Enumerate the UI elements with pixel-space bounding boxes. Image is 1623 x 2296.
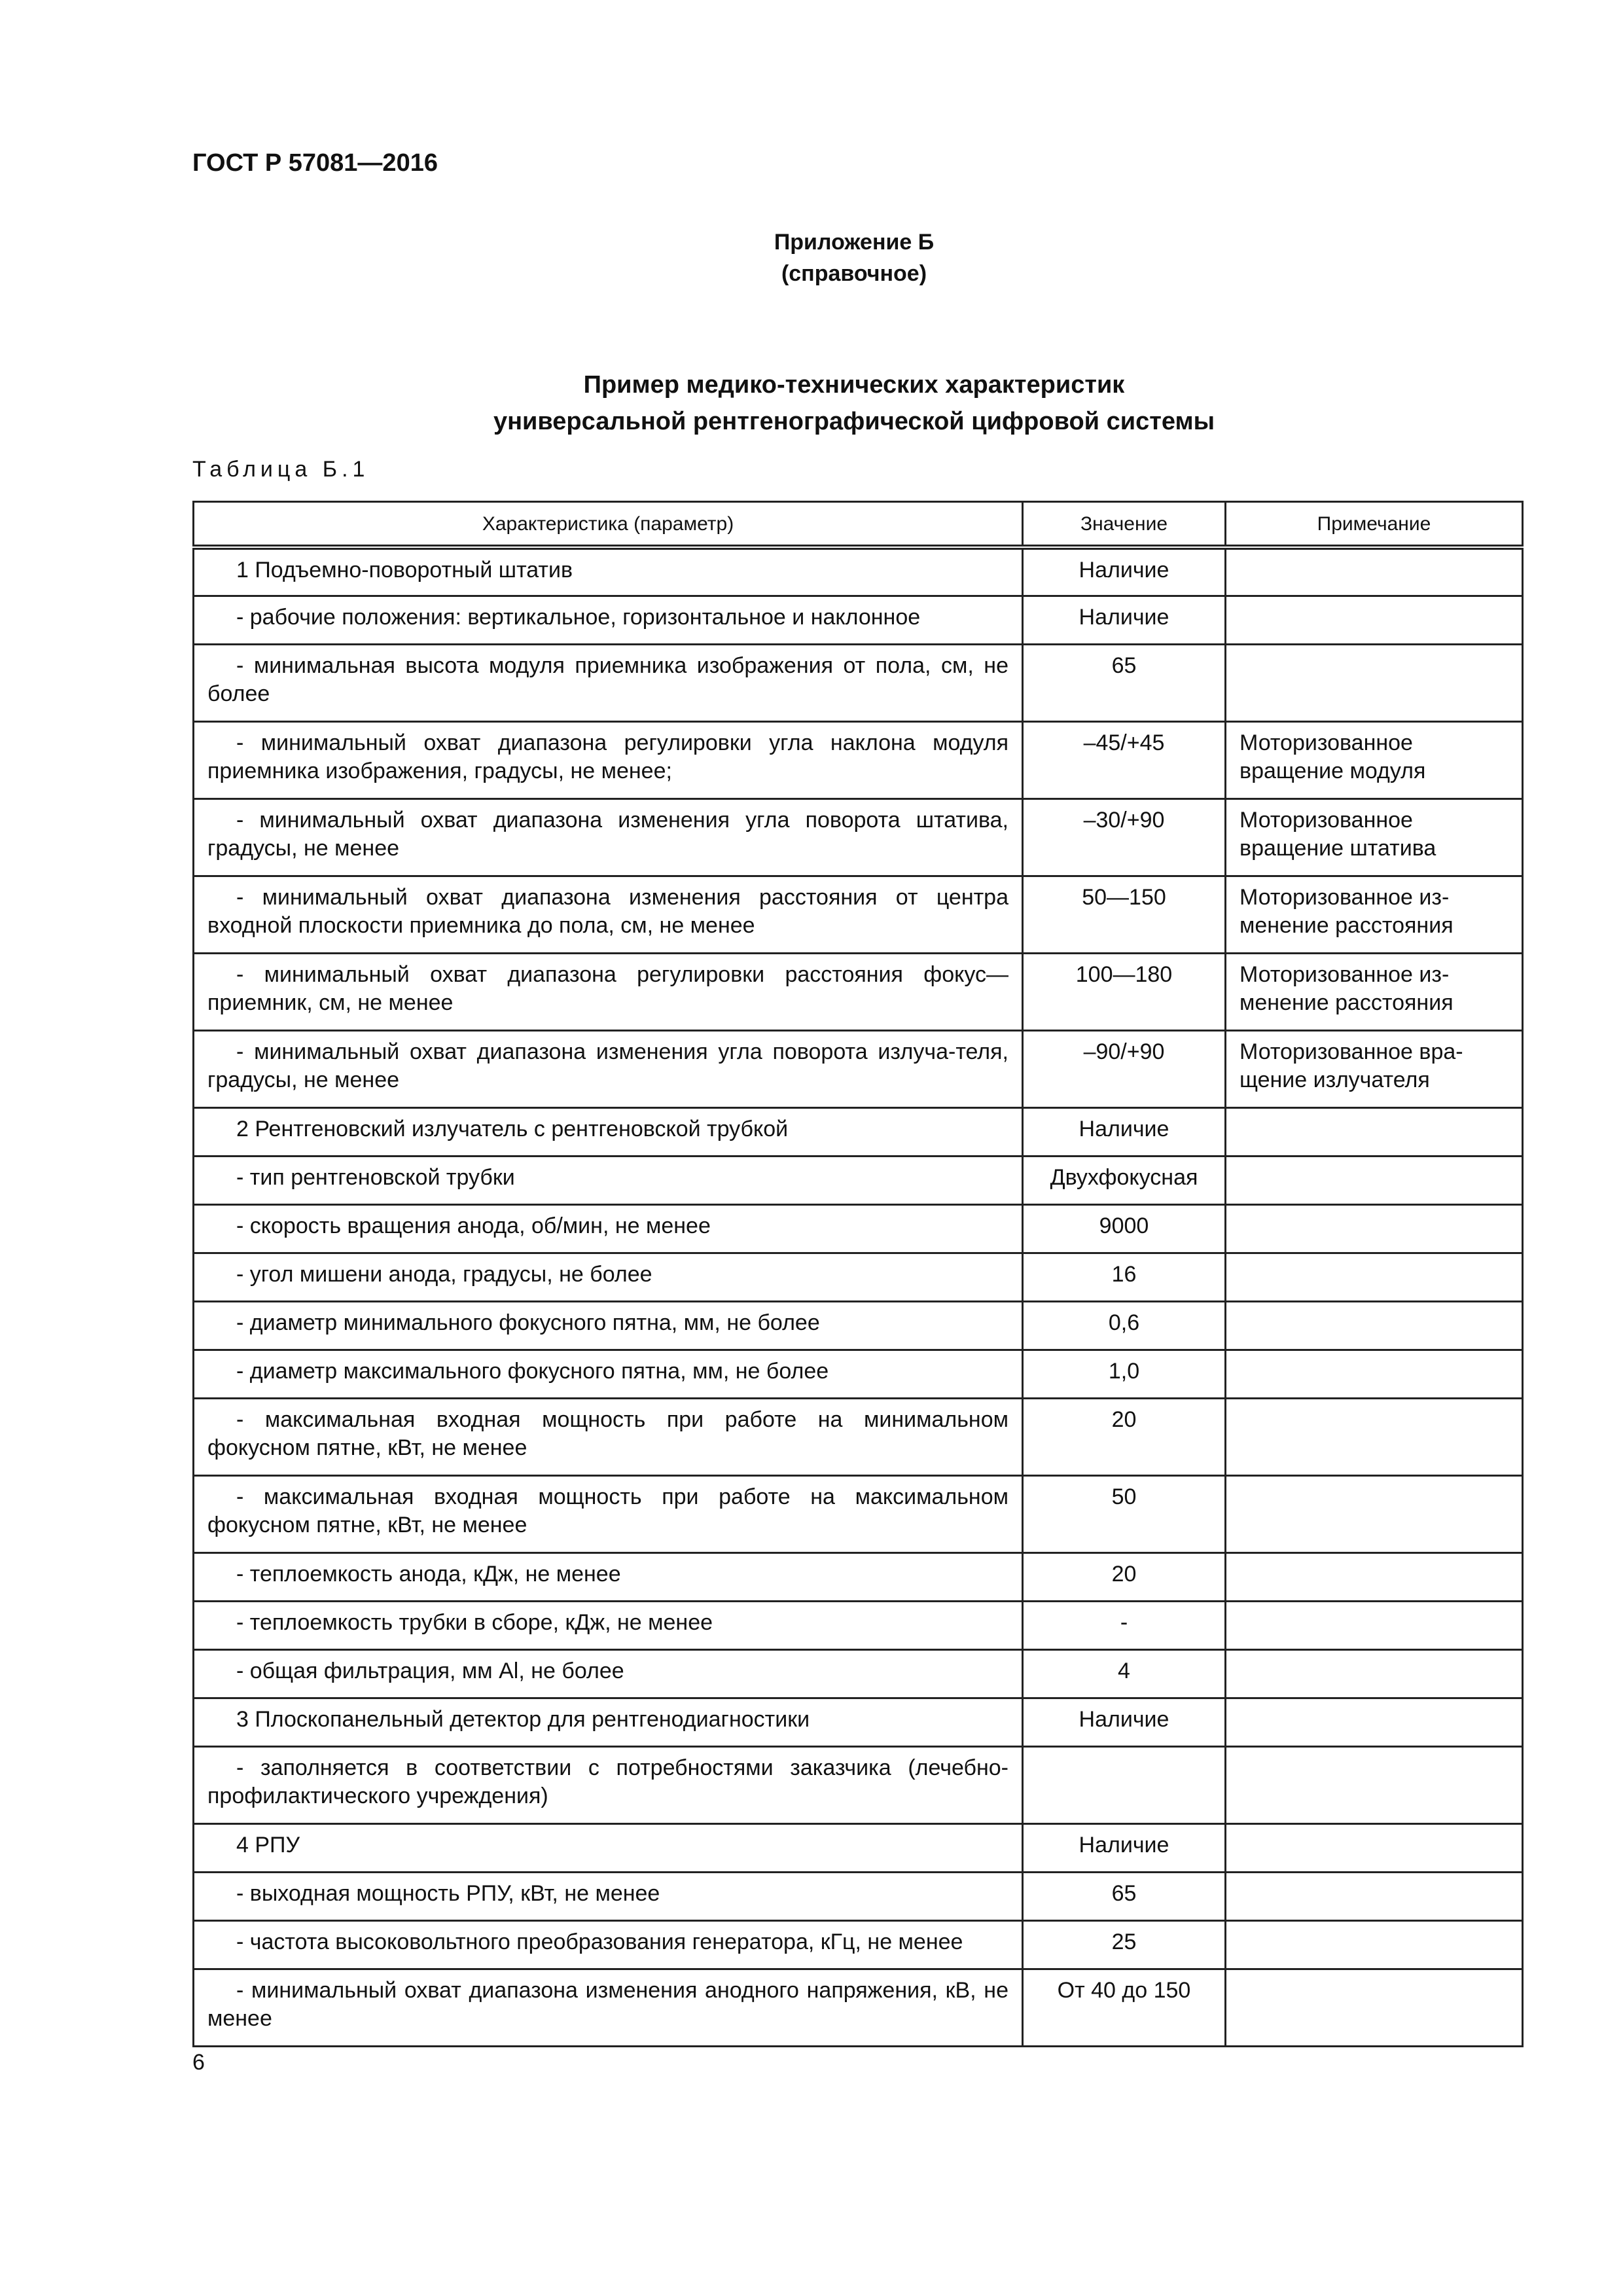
table-row xyxy=(194,1746,1523,1823)
value-cell: –30/+90 xyxy=(1023,798,1226,876)
table-row xyxy=(194,1823,1523,1872)
note-cell: Моторизованное из-менение расстояния xyxy=(1226,953,1523,1030)
value-cell: 4 xyxy=(1023,1649,1226,1698)
note-cell xyxy=(1226,596,1523,644)
table-row xyxy=(194,1030,1523,1107)
note-cell xyxy=(1226,1107,1523,1156)
param-cell: - диаметр минимального фокусного пятна, мм, не более xyxy=(194,1301,1023,1350)
table-row xyxy=(194,1350,1523,1398)
note-cell xyxy=(1226,1156,1523,1204)
column-header-note: Примечание xyxy=(1226,502,1523,548)
table-row xyxy=(194,1204,1523,1253)
document-title xyxy=(0,367,1623,440)
note-cell: Моторизованное вра-щение излучателя xyxy=(1226,1030,1523,1107)
table-header-row xyxy=(194,502,1523,548)
param-cell: - заполняется в соответствии с потребностями заказчика (лечебно-профилактического учреждения) xyxy=(194,1746,1023,1823)
table-row xyxy=(194,1156,1523,1204)
value-cell: –90/+90 xyxy=(1023,1030,1226,1107)
note-cell xyxy=(1226,547,1523,596)
param-cell: - минимальный охват диапазона изменения угла поворота штатива, градусы, не менее xyxy=(194,798,1023,876)
note-cell xyxy=(1226,1301,1523,1350)
param-cell: 4 РПУ xyxy=(194,1823,1023,1872)
param-cell: 3 Плоскопанельный детектор для рентгенодиагностики xyxy=(194,1698,1023,1746)
appendix-name: Приложение Б xyxy=(774,230,935,255)
specification-table xyxy=(192,501,1524,2047)
note-cell xyxy=(1226,1746,1523,1823)
value-cell: 100—180 xyxy=(1023,953,1226,1030)
table-row xyxy=(194,1920,1523,1969)
table-row xyxy=(194,1301,1523,1350)
table-row xyxy=(194,1649,1523,1698)
param-cell: - тип рентгеновской трубки xyxy=(194,1156,1023,1204)
value-cell: Наличие xyxy=(1023,1107,1226,1156)
value-cell: 65 xyxy=(1023,644,1226,721)
value-cell: Наличие xyxy=(1023,1823,1226,1872)
note-cell xyxy=(1226,1649,1523,1698)
note-cell xyxy=(1226,1398,1523,1475)
note-cell xyxy=(1226,1253,1523,1301)
note-cell xyxy=(1226,1969,1523,2046)
column-header-parameter: Характеристика (параметр) xyxy=(194,502,1023,548)
value-cell: Двухфокусная xyxy=(1023,1156,1226,1204)
table-body xyxy=(194,547,1523,2046)
value-cell: 0,6 xyxy=(1023,1301,1226,1350)
table-row xyxy=(194,1253,1523,1301)
note-cell xyxy=(1226,1823,1523,1872)
note-cell xyxy=(1226,1601,1523,1649)
value-cell: Наличие xyxy=(1023,596,1226,644)
value-cell: 16 xyxy=(1023,1253,1226,1301)
note-cell xyxy=(1226,1204,1523,1253)
value-cell: 50 xyxy=(1023,1475,1226,1552)
param-cell: - минимальная высота модуля приемника изображения от пола, см, не более xyxy=(194,644,1023,721)
param-cell: - скорость вращения анода, об/мин, не менее xyxy=(194,1204,1023,1253)
value-cell: Наличие xyxy=(1023,1698,1226,1746)
value-cell: От 40 до 150 xyxy=(1023,1969,1226,2046)
value-cell: –45/+45 xyxy=(1023,721,1226,798)
table-row xyxy=(194,953,1523,1030)
table-row xyxy=(194,798,1523,876)
param-cell: - максимальная входная мощность при работе на максимальном фокусном пятне, кВт, не менее xyxy=(194,1475,1023,1552)
value-cell: 20 xyxy=(1023,1398,1226,1475)
table-row xyxy=(194,876,1523,953)
param-cell: - выходная мощность РПУ, кВт, не менее xyxy=(194,1872,1023,1920)
column-header-value: Значение xyxy=(1023,502,1226,548)
table-row xyxy=(194,596,1523,644)
value-cell: 25 xyxy=(1023,1920,1226,1969)
param-cell: - минимальный охват диапазона регулировки угла наклона модуля приемника изображения, градусы, не менее; xyxy=(194,721,1023,798)
param-cell: - минимальный охват диапазона изменения угла поворота излуча-теля, градусы, не менее xyxy=(194,1030,1023,1107)
table-row xyxy=(194,547,1523,596)
table-row xyxy=(194,1398,1523,1475)
value-cell: 65 xyxy=(1023,1872,1226,1920)
param-cell: - рабочие положения: вертикальное, горизонтальное и наклонное xyxy=(194,596,1023,644)
param-cell: - минимальный охват диапазона регулировки расстояния фокус—приемник, см, не менее xyxy=(194,953,1023,1030)
param-cell: - угол мишени анода, градусы, не более xyxy=(194,1253,1023,1301)
note-cell xyxy=(1226,1552,1523,1601)
appendix-heading xyxy=(0,226,1623,289)
param-cell: - диаметр максимального фокусного пятна, мм, не более xyxy=(194,1350,1023,1398)
note-cell xyxy=(1226,1872,1523,1920)
title-line-1: Пример медико-технических характеристик xyxy=(583,371,1125,399)
table-row xyxy=(194,1601,1523,1649)
table-row xyxy=(194,1698,1523,1746)
table-row xyxy=(194,644,1523,721)
param-cell: - минимальный охват диапазона изменения анодного напряжения, кВ, не менее xyxy=(194,1969,1023,2046)
param-cell: 2 Рентгеновский излучатель с рентгеновской трубкой xyxy=(194,1107,1023,1156)
param-cell: - теплоемкость трубки в сборе, кДж, не менее xyxy=(194,1601,1023,1649)
param-cell: - частота высоковольтного преобразования генератора, кГц, не менее xyxy=(194,1920,1023,1969)
value-cell: - xyxy=(1023,1601,1226,1649)
table-label: Таблица Б.1 xyxy=(192,457,370,482)
note-cell xyxy=(1226,1475,1523,1552)
param-cell: 1 Подъемно-поворотный штатив xyxy=(194,547,1023,596)
table-row xyxy=(194,1969,1523,2046)
param-cell: - теплоемкость анода, кДж, не менее xyxy=(194,1552,1023,1601)
note-cell: Моторизованное вращение модуля xyxy=(1226,721,1523,798)
param-cell: - максимальная входная мощность при работе на минимальном фокусном пятне, кВт, не менее xyxy=(194,1398,1023,1475)
note-cell xyxy=(1226,644,1523,721)
table-row xyxy=(194,1552,1523,1601)
value-cell: 1,0 xyxy=(1023,1350,1226,1398)
param-cell: - минимальный охват диапазона изменения расстояния от центра входной плоскости приемника до пола, см, не менее xyxy=(194,876,1023,953)
document-code: ГОСТ Р 57081—2016 xyxy=(192,149,438,177)
table-row xyxy=(194,1475,1523,1552)
note-cell xyxy=(1226,1920,1523,1969)
note-cell xyxy=(1226,1698,1523,1746)
value-cell: 50—150 xyxy=(1023,876,1226,953)
title-line-2: универсальной рентгенографической цифровой системы xyxy=(493,408,1215,435)
value-cell xyxy=(1023,1746,1226,1823)
value-cell: Наличие xyxy=(1023,547,1226,596)
table-row xyxy=(194,721,1523,798)
appendix-type: (справочное) xyxy=(781,261,927,286)
value-cell: 20 xyxy=(1023,1552,1226,1601)
note-cell: Моторизованное из-менение расстояния xyxy=(1226,876,1523,953)
param-cell: - общая фильтрация, мм Al, не более xyxy=(194,1649,1023,1698)
table-row xyxy=(194,1872,1523,1920)
note-cell: Моторизованное вращение штатива xyxy=(1226,798,1523,876)
value-cell: 9000 xyxy=(1023,1204,1226,1253)
note-cell xyxy=(1226,1350,1523,1398)
table-row xyxy=(194,1107,1523,1156)
page-number: 6 xyxy=(192,2050,205,2075)
